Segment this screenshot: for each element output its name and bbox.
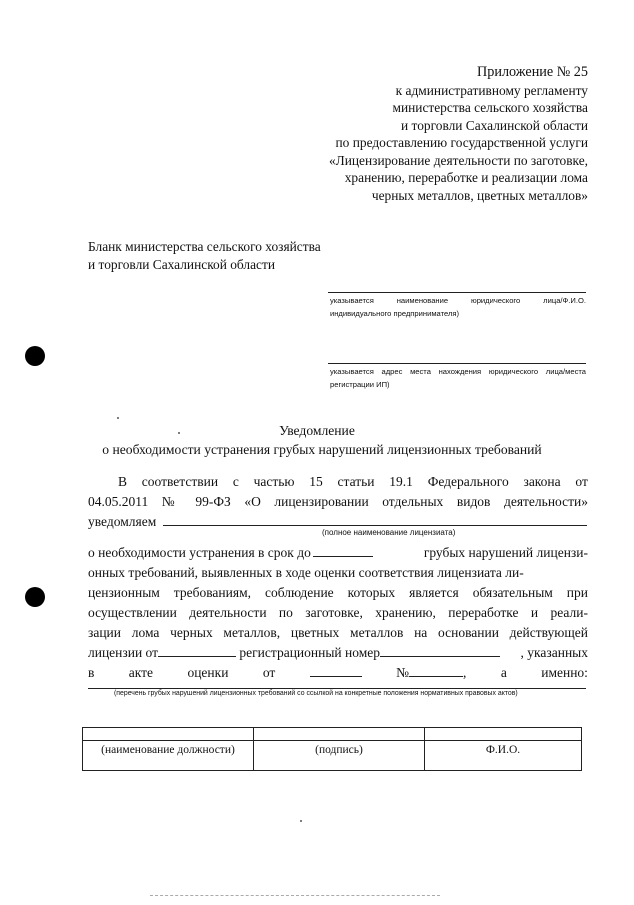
ministry-blank bbox=[88, 238, 321, 274]
license-date-field[interactable] bbox=[158, 643, 236, 657]
header-line: и торговли Сахалинской области bbox=[401, 117, 588, 133]
word: акте bbox=[128, 665, 154, 680]
binder-hole-bottom bbox=[25, 587, 45, 607]
word: Федерального bbox=[427, 474, 509, 489]
recipient-address-line[interactable] bbox=[328, 363, 586, 364]
blank-line-1: Бланк министерства сельского хозяйства bbox=[88, 239, 321, 254]
act-date-field[interactable] bbox=[310, 663, 362, 677]
header-line: черных металлов, цветных металлов» bbox=[371, 187, 588, 203]
word: статьи bbox=[337, 474, 375, 489]
body-line-1 bbox=[118, 472, 588, 492]
licensee-name-line[interactable] bbox=[163, 525, 587, 526]
word: В bbox=[118, 474, 128, 489]
recipient-name-hint: указывается наименование юридического лица/Ф.И.О. индивидуального предпринимателя) bbox=[330, 296, 586, 318]
fio-cell-top[interactable] bbox=[425, 728, 582, 741]
word: частью bbox=[253, 474, 295, 489]
body-line-4: о необходимости устранения в срок до грубых нарушений лицензи- bbox=[88, 545, 588, 560]
binder-hole-top bbox=[25, 346, 45, 366]
registration-number-field[interactable] bbox=[380, 643, 500, 657]
word: соответствии bbox=[141, 474, 219, 489]
body-line-9: лицензии от регистрационный номер , указанных bbox=[88, 645, 588, 660]
notice-subtitle: о необходимости устранения грубых нарушений лицензионных требований bbox=[102, 442, 542, 457]
word: от bbox=[262, 665, 276, 680]
position-label: (наименование должности) bbox=[83, 741, 254, 771]
violations-hint: (перечень грубых нарушений лицензионных требований со ссылкой на конкретные положения нормативных правовых актов) bbox=[114, 690, 518, 697]
violations-line[interactable] bbox=[88, 688, 586, 689]
act-number-field[interactable] bbox=[409, 663, 463, 677]
notice-title: Уведомление bbox=[279, 423, 355, 438]
blank-line-2: и торговли Сахалинской области bbox=[88, 257, 275, 272]
position-cell-top[interactable] bbox=[83, 728, 254, 741]
word: от bbox=[575, 474, 588, 489]
body-line-8: зации лома черных металлов, цветных металлов на основании действующей bbox=[88, 625, 588, 640]
word: закона bbox=[523, 474, 561, 489]
body-line-7: осуществлении деятельности по заготовке, хранению, переработке и реали- bbox=[88, 605, 588, 620]
header-line: хранению, переработке и реализации лома bbox=[344, 170, 588, 185]
signature-label: (подпись) bbox=[254, 741, 425, 771]
signature-cell-top[interactable] bbox=[254, 728, 425, 741]
header-line: по предоставлению государственной услуги bbox=[335, 135, 588, 150]
body-line-10: в акте оценки от № , а именно: bbox=[88, 663, 588, 683]
word: в bbox=[88, 665, 95, 680]
recipient-address-hint: указывается адрес места нахождения юридического лица/места регистрации ИП) bbox=[330, 367, 586, 389]
word: а bbox=[500, 665, 507, 680]
word: с bbox=[232, 474, 239, 489]
word: 15 bbox=[309, 474, 323, 489]
header-line: министерства сельского хозяйства bbox=[392, 100, 588, 115]
notify-word: уведомляем bbox=[88, 514, 157, 529]
word: 19.1 bbox=[389, 474, 413, 489]
word: именно: bbox=[541, 665, 588, 680]
fio-label: Ф.И.О. bbox=[425, 741, 582, 771]
word: оценки bbox=[187, 665, 229, 680]
header-line: Приложение № 25 bbox=[477, 64, 588, 80]
scan-edge bbox=[150, 895, 440, 896]
body-line-5: онных требований, выявленных в ходе оценки соответствия лицензиата ли- bbox=[88, 565, 524, 580]
deadline-field[interactable] bbox=[313, 543, 373, 557]
body-line-6: цензионным требованиям, соблюдение которых является обязательным при bbox=[88, 585, 588, 600]
scan-speck bbox=[300, 820, 302, 822]
appendix-header bbox=[258, 64, 588, 204]
body-line-2: 04.05.2011 № 99-ФЗ «О лицензировании отдельных видов деятельности» bbox=[88, 494, 588, 509]
header-line: «Лицензирование деятельности по заготовке, bbox=[328, 152, 588, 168]
licensee-hint: (полное наименование лицензиата) bbox=[322, 528, 456, 537]
signature-table bbox=[82, 727, 582, 771]
header-line: к административному регламенту bbox=[395, 82, 588, 98]
recipient-name-line[interactable] bbox=[328, 292, 586, 293]
scan-speck bbox=[117, 417, 119, 419]
